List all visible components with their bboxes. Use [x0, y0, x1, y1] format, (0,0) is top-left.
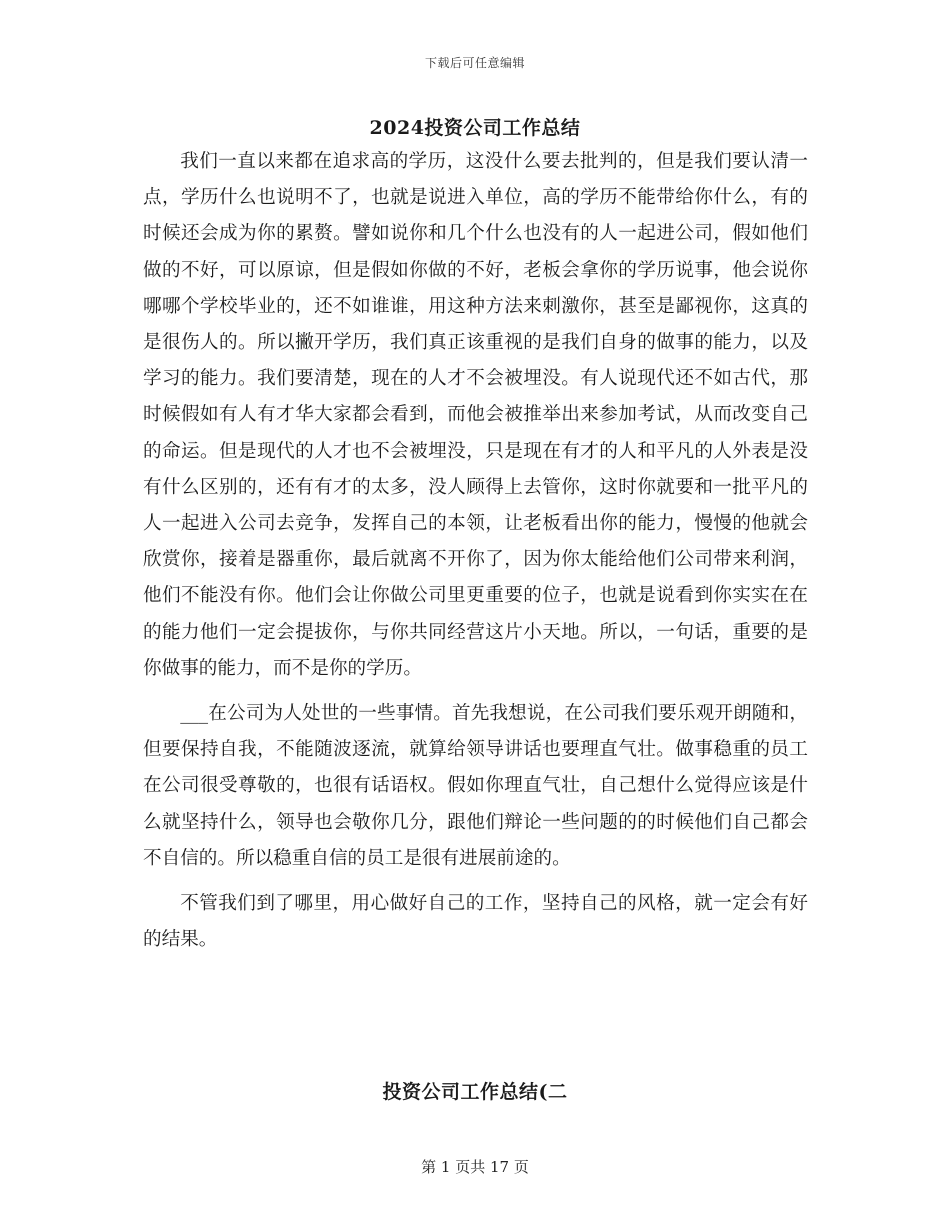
header-note: 下载后可任意编辑	[424, 56, 525, 70]
document-title: 2024投资公司工作总结	[369, 117, 581, 139]
paragraph-1: 我们一直以来都在追求高的学历，这没什么要去批判的，但是我们要认清一点，学历什么也说明不了，也就是说进入单位，高的学历不能带给你什么，有的时候还会成为你的累赘。譬如说你和几个什么也没有的人一起进公司，假如他们做的不好，可以原谅，但是假如你做的不好，老板会拿你的学历说事，他会说你哪哪个学校毕业的，还不如谁谁，用这种方法来刺激你，甚至是鄙视你，这真的是很伤人的。所以撇开学历，我们真正该重视的是我们自身的做事的能力，以及学习的能力。我们要清楚，现在的人才不会被埋没。有人说现代还不如古代，那时候假如有人有才华大家都会看到，而他会被推举出来参加考试，从而改变自己的命运。但是现代的人才也不会被埋没，只是现在有才的人和平凡的人外表是没有什么区别的，还有有才的太多，没人顾得上去管你，这时你就要和一批平凡的人一起进入公司去竞争，发挥自己的本领，让老板看出你的能力，慢慢的他就会欣赏你，接着是器重你，最后就离不开你了，因为你太能给他们公司带来利润，他们不能没有你。他们会让你做公司里更重要的位子，也就是说看到你实实在在的能力他们一定会提拔你，与你共同经营这片小天地。所以，一句话，重要的是你做事的能力，而不是你的学历。	[143, 151, 808, 679]
paragraph-3: 不管我们到了哪里，用心做好自己的工作，坚持自己的风格，就一定会有好的结果。	[143, 893, 808, 951]
section-subtitle: 投资公司工作总结(二	[382, 1081, 568, 1103]
page-number: 第 1 页共 17 页	[421, 1158, 529, 1176]
document-body	[143, 144, 808, 958]
paragraph-2: ___在公司为人处世的一些事情。首先我想说，在公司我们要乐观开朗随和，但要保持自我，不能随波逐流，就算给领导讲话也要理直气壮。做事稳重的员工在公司很受尊敬的，也很有话语权。假如你理直气壮，自己想什么觉得应该是什么就坚持什么，领导也会敬你几分，跟他们辩论一些问题的的时候他们自己都会不自信的。所以稳重自信的员工是很有进展前途的。	[143, 703, 808, 869]
